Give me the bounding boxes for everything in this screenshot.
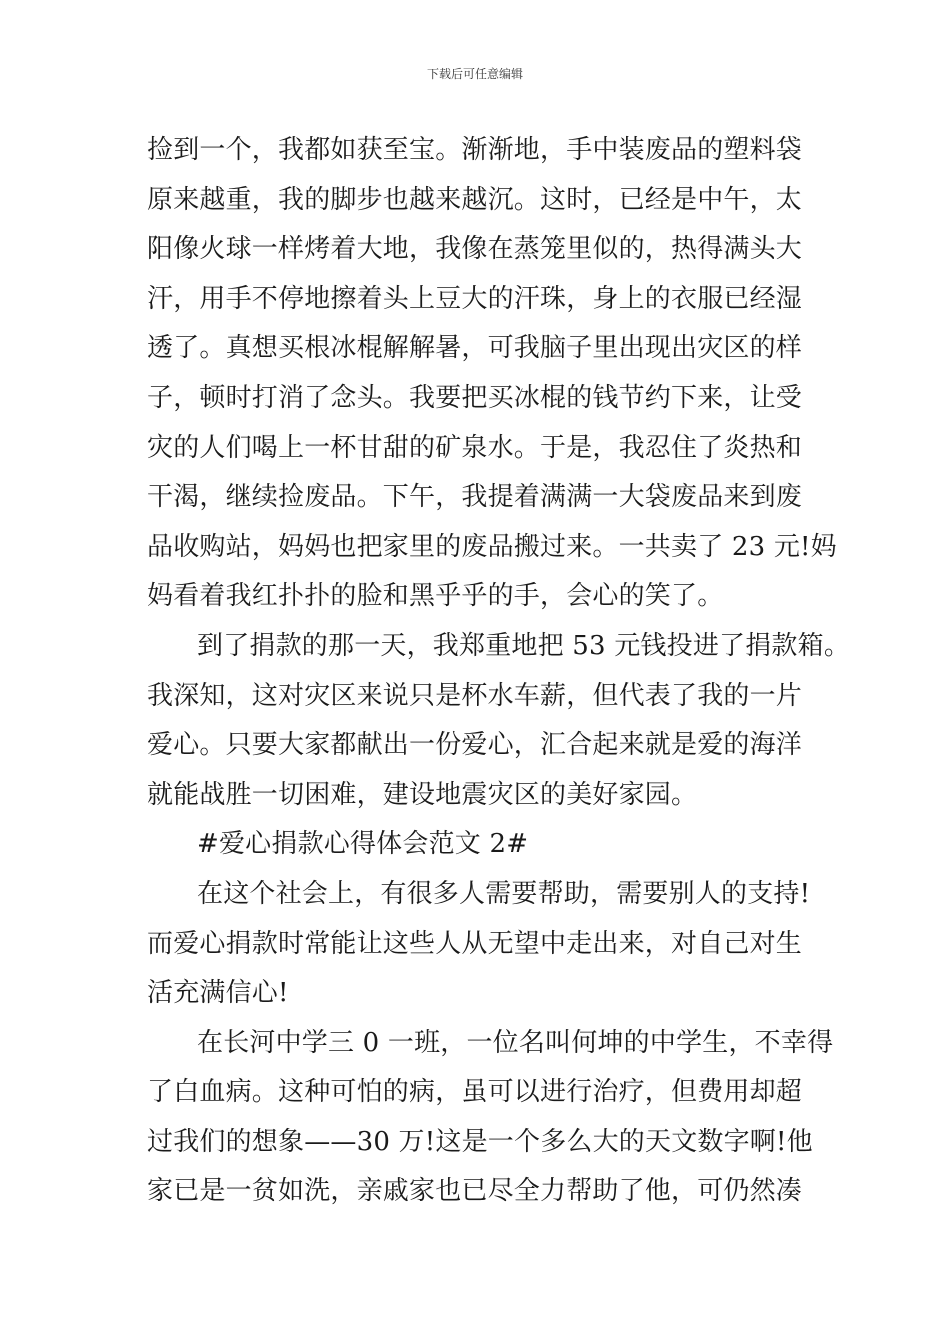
text-line: 在长河中学三 0 一班，一位名叫何坤的中学生，不幸得 <box>197 1027 834 1058</box>
text-line: 活充满信心! <box>147 978 289 1009</box>
text-line: 过我们的想象——30 万!这是一个多么大的天文数字啊!他 <box>147 1126 813 1157</box>
text-line: 子，顿时打消了念头。我要把买冰棍的钱节约下来，让受 <box>147 382 803 413</box>
text-line: 品收购站，妈妈也把家里的废品搬过来。一共卖了 23 元!妈 <box>147 531 837 562</box>
text-line: 我深知，这对灾区来说只是杯水车薪，但代表了我的一片 <box>147 680 803 711</box>
text-line: 家已是一贫如洗，亲戚家也已尽全力帮助了他，可仍然凑 <box>147 1176 803 1207</box>
text-line: 妈看着我红扑扑的脸和黑乎乎的手，会心的笑了。 <box>147 581 724 612</box>
text-line: 阳像火球一样烤着大地，我像在蒸笼里似的，热得满头大 <box>147 234 803 265</box>
text-line: 在这个社会上，有很多人需要帮助，需要别人的支持! <box>197 878 811 909</box>
text-line: 捡到一个，我都如获至宝。渐渐地，手中装废品的塑料袋 <box>147 135 803 165</box>
text-line: 灾的人们喝上一杯甘甜的矿泉水。于是，我忍住了炎热和 <box>147 432 803 463</box>
text-line: 汗，用手不停地擦着头上豆大的汗珠，身上的衣服已经湿 <box>147 283 803 314</box>
text-line: 了白血病。这种可怕的病，虽可以进行治疗，但费用却超 <box>147 1077 803 1108</box>
text-line: 干渴，继续捡废品。下午，我提着满满一大袋废品来到废 <box>147 482 803 513</box>
text-line: 原来越重，我的脚步也越来越沉。这时，已经是中午，太 <box>147 184 803 215</box>
text-line: 而爱心捐款时常能让这些人从无望中走出来，对自己对生 <box>147 928 803 959</box>
text-line: #爱心捐款心得体会范文 2# <box>197 829 529 860</box>
text-line: 到了捐款的那一天，我郑重地把 53 元钱投进了捐款箱。 <box>197 630 851 661</box>
document-body <box>147 126 851 1217</box>
text-line: 爱心。只要大家都献出一份爱心，汇合起来就是爱的海洋 <box>147 730 803 761</box>
text-line: 透了。真想买根冰棍解解暑，可我脑子里出现出灾区的样 <box>147 333 803 364</box>
page-header: 下载后可任意编辑 <box>426 67 523 81</box>
text-line: 就能战胜一切困难，建设地震灾区的美好家园。 <box>147 779 698 810</box>
